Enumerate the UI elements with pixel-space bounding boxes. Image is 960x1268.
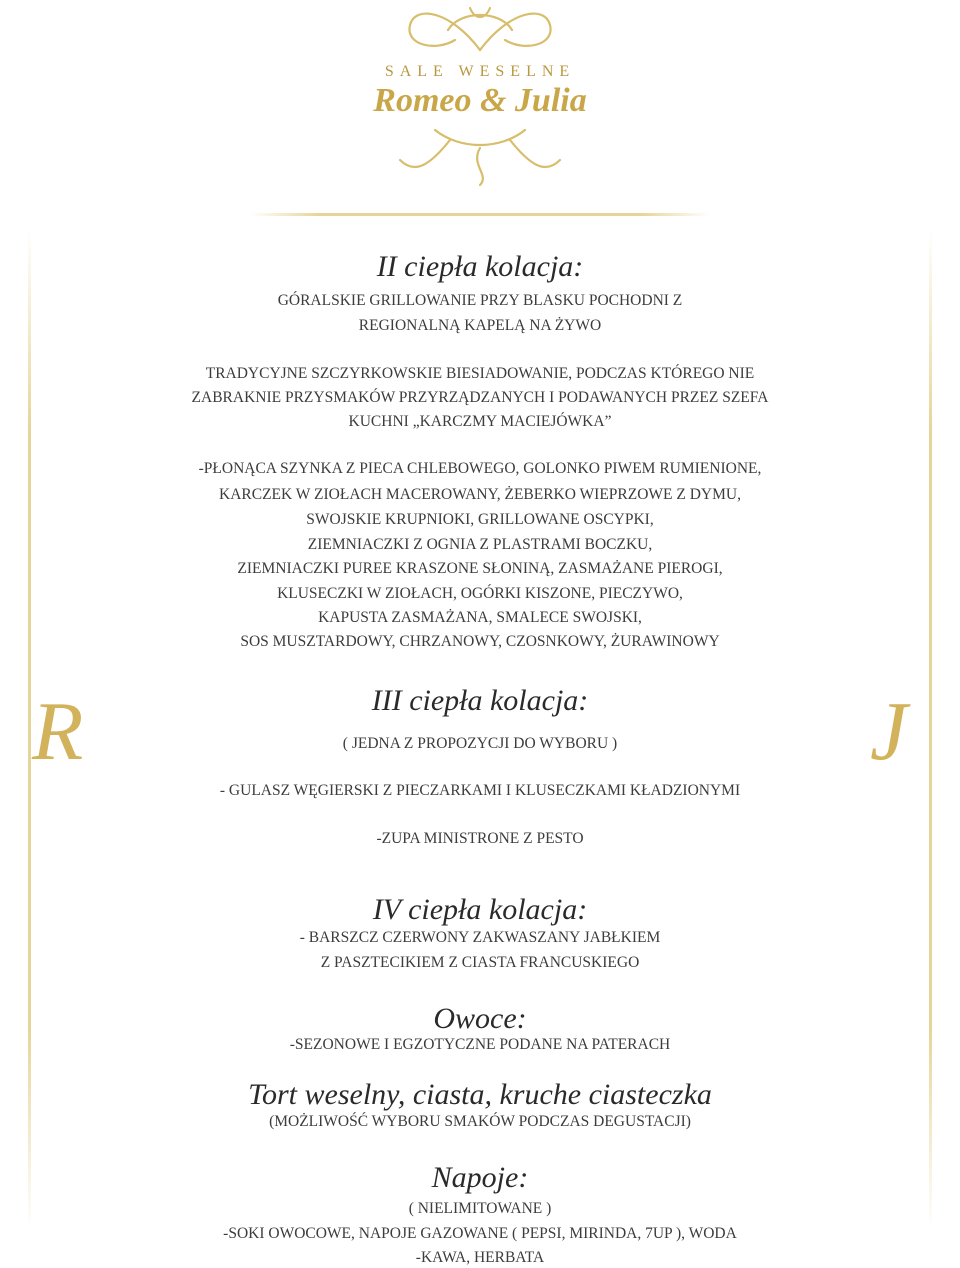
menu-line: - GULASZ WĘGIERSKI Z PIECZARKAMI I KLUSECZKAMI KŁADZIONYMI bbox=[219, 782, 741, 799]
menu-line: KARCZEK W ZIOŁACH MACEROWANY, ŻEBERKO WIEPRZOWE Z DYMU, bbox=[219, 486, 741, 503]
menu-line: TRADYCYJNE SZCZYRKOWSKIE BIESIADOWANIE, PODCZAS KTÓREGO NIE bbox=[205, 365, 755, 382]
menu-line: -KAWA, HERBATA bbox=[415, 1249, 545, 1266]
menu-line: KLUSECZKI W ZIOŁACH, OGÓRKI KISZONE, PIECZYWO, bbox=[277, 585, 683, 602]
menu-line: Z PASZTECIKIEM Z CIASTA FRANCUSKIEGO bbox=[320, 954, 640, 971]
left-monogram-letter: R bbox=[32, 685, 84, 778]
menu-line: REGIONALNĄ KAPELĄ NA ŻYWO bbox=[358, 317, 602, 334]
section-heading-dinner-3: III ciepła kolacja: bbox=[371, 684, 589, 717]
menu-line: -PŁONĄCA SZYNKA Z PIECA CHLEBOWEGO, GOLONKO PIWEM RUMIENIONE, bbox=[198, 460, 762, 477]
menu-line: GÓRALSKIE GRILLOWANIE PRZY BLASKU POCHODNI Z bbox=[277, 292, 683, 309]
section-heading-drinks: Napoje: bbox=[431, 1161, 529, 1194]
right-monogram-letter: J bbox=[870, 685, 908, 778]
brand-subtitle: SALE WESELNE bbox=[384, 63, 576, 80]
menu-line: ZIEMNIACZKI Z OGNIA Z PLASTRAMI BOCZKU, bbox=[307, 536, 653, 553]
menu-line: - BARSZCZ CZERWONY ZAKWASZANY JABŁKIEM bbox=[299, 929, 661, 946]
section-heading-fruit: Owoce: bbox=[433, 1002, 527, 1035]
menu-line: -SOKI OWOCOWE, NAPOJE GAZOWANE ( PEPSI, MIRINDA, 7UP ), WODA bbox=[223, 1225, 737, 1242]
menu-line: SWOJSKIE KRUPNIOKI, GRILLOWANE OSCYPKI, bbox=[306, 511, 654, 528]
menu-line: KAPUSTA ZASMAŻANA, SMALECE SWOJSKI, bbox=[318, 609, 642, 626]
section-heading-cake: Tort weselny, ciasta, kruche ciasteczka bbox=[248, 1078, 712, 1111]
menu-line: ( JEDNA Z PROPOZYCJI DO WYBORU ) bbox=[342, 735, 618, 752]
section-heading-dinner-2: II ciepła kolacja: bbox=[376, 250, 584, 283]
menu-line: ( NIELIMITOWANE ) bbox=[408, 1200, 552, 1217]
section-heading-dinner-4: IV ciepła kolacja: bbox=[372, 893, 588, 926]
menu-line: ZIEMNIACZKI PUREE KRASZONE SŁONINĄ, ZASMAŻANE PIEROGI, bbox=[237, 560, 723, 577]
menu-line: SOS MUSZTARDOWY, CHRZANOWY, CZOSNKOWY, ŻURAWINOWY bbox=[240, 633, 720, 650]
menu-line: -ZUPA MINISTRONE Z PESTO bbox=[376, 830, 584, 847]
menu-line: KUCHNI „KARCZMY MACIEJÓWKA” bbox=[348, 413, 612, 430]
venue-logo bbox=[330, 0, 630, 190]
menu-line: (MOŻLIWOŚĆ WYBORU SMAKÓW PODCZAS DEGUSTACJI) bbox=[269, 1113, 691, 1130]
top-divider-line bbox=[250, 213, 710, 216]
menu-line: -SEZONOWE I EGZOTYCZNE PODANE NA PATERACH bbox=[289, 1036, 671, 1053]
menu-line: ZABRAKNIE PRZYSMAKÓW PRZYRZĄDZANYCH I PODAWANYCH PRZEZ SZEFA bbox=[191, 389, 769, 406]
brand-name: Romeo & Julia bbox=[373, 82, 587, 119]
